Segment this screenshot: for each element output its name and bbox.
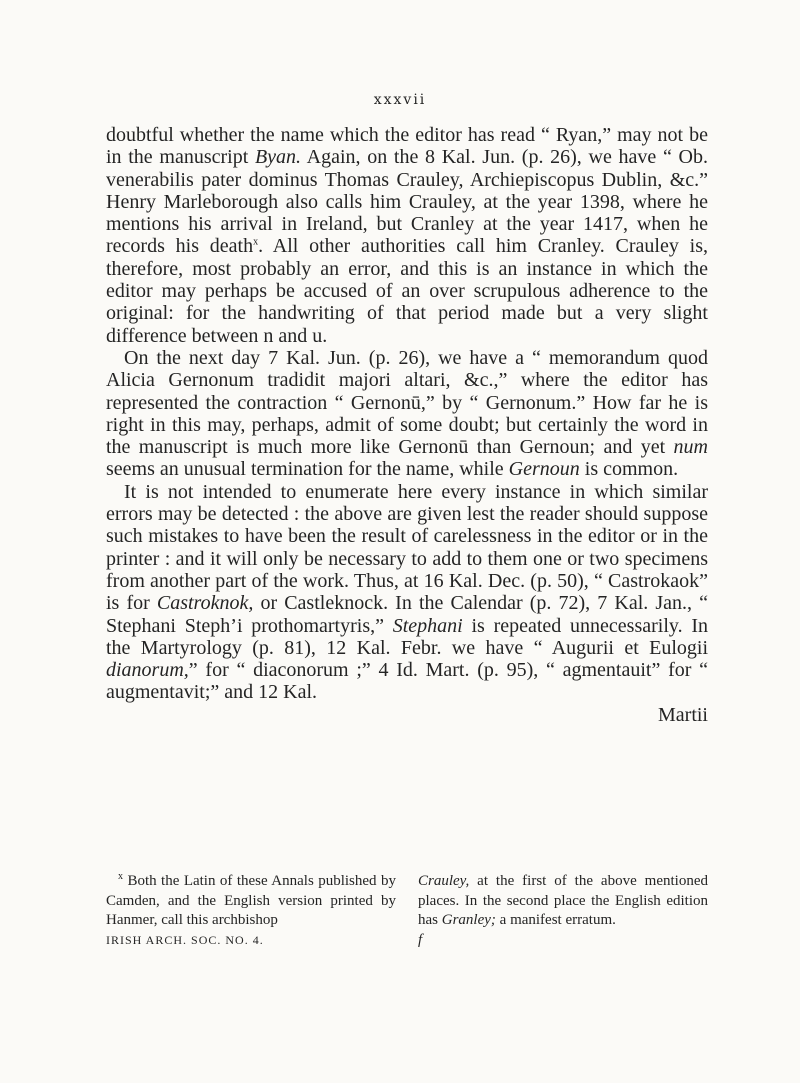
italic-term: Castroknok,	[156, 592, 254, 615]
text-span: at the first of the above mentioned places. In the second place the English edition has	[418, 873, 708, 928]
text-span: . All other authorities call him Cranley. Crauley is, therefore, most probably an error, and this is an instance in which the editor may perhaps be accused of an over scrupulous adherence to the original: for the handwriting of that period made but a very slight difference between n and u.	[106, 235, 708, 347]
page-number: xxxvii	[373, 92, 427, 108]
text-span: It is not intended to enumerate here every instance in which similar errors may be detected : the above are given lest the reader should suppose such mistakes to have been the result of carelessness in the editor or in the printer : and it will only be necessary to add to them one or two specimens from another part of the work. Thus, at 16 Kal. Dec. (p. 50), “ Castrokaok” is for	[106, 480, 708, 615]
text-span: or Castleknock. In the Calendar (p. 72), 7 Kal. Jan., “ Stephani Steph’i prothomartyris,”	[106, 592, 708, 637]
paragraph-3	[106, 481, 708, 704]
footnotes	[106, 872, 708, 950]
text-span: a manifest erratum.	[495, 912, 616, 928]
text-span: doubtful whether the name which the editor has read “ Ryan,” may not be in the manuscript	[106, 124, 708, 169]
body-text	[106, 124, 708, 726]
signature-mark: f	[418, 931, 423, 948]
italic-term: Gernoun	[508, 458, 580, 481]
footnote-marker: x	[118, 871, 123, 882]
signature-line: IRISH ARCH. SOC. NO. 4.	[106, 932, 264, 947]
catchword: Martii	[658, 703, 708, 726]
paragraph-2	[106, 347, 708, 481]
italic-term: Byan.	[254, 146, 302, 169]
italic-term: num	[673, 436, 708, 459]
text-span: ” for “ diaconorum ;” 4 Id. Mart. (p. 95), “ agmentauit” for “ augmentavit;” and 12 Kal.	[106, 659, 708, 704]
footnote-text	[106, 872, 396, 931]
text-span: Again, on the 8 Kal. Jun. (p. 26), we have “ Ob. venerabilis pater dominus Thomas Crauley, Archiepiscopus Dublin, &c.” Henry Marleborough also calls him Crauley, at the year 1398, where he mentions his arrival in Ireland, but Cranley at the year 1417, when he records his death	[106, 146, 708, 258]
footnote-marker: x	[253, 236, 259, 248]
text-span: is common.	[579, 458, 679, 481]
text-span: seems an unusual termination for the name, while	[106, 458, 509, 481]
paragraph-1	[106, 124, 708, 347]
footnote-right-column	[418, 872, 708, 950]
footnote-left-column	[106, 872, 396, 950]
text-span: Both the Latin of these Annals published by Camden, and the English version printed by Hanmer, call this archbishop	[106, 873, 396, 928]
italic-term: dianorum,	[106, 659, 189, 682]
footnote-text	[418, 872, 708, 931]
text-span: On the next day 7 Kal. Jun. (p. 26), we have a “ memorandum quod Alicia Gernonum tradidit majori altari, &c.,” where the editor has represented the contraction “ Gernonū,” by “ Gernonum.” How far he is right in this may, perhaps, admit of some doubt; but certainly the word in the manuscript is much more like Gernonū than Gernoun; and yet	[106, 346, 708, 459]
italic-term: Granley;	[441, 912, 496, 928]
italic-term: Stephani	[392, 614, 463, 637]
text-span: is repeated unnecessarily. In the Martyrology (p. 81), 12 Kal. Febr. we have “ Augurii et Eulogii	[106, 614, 708, 659]
italic-term: Crauley,	[418, 873, 470, 889]
